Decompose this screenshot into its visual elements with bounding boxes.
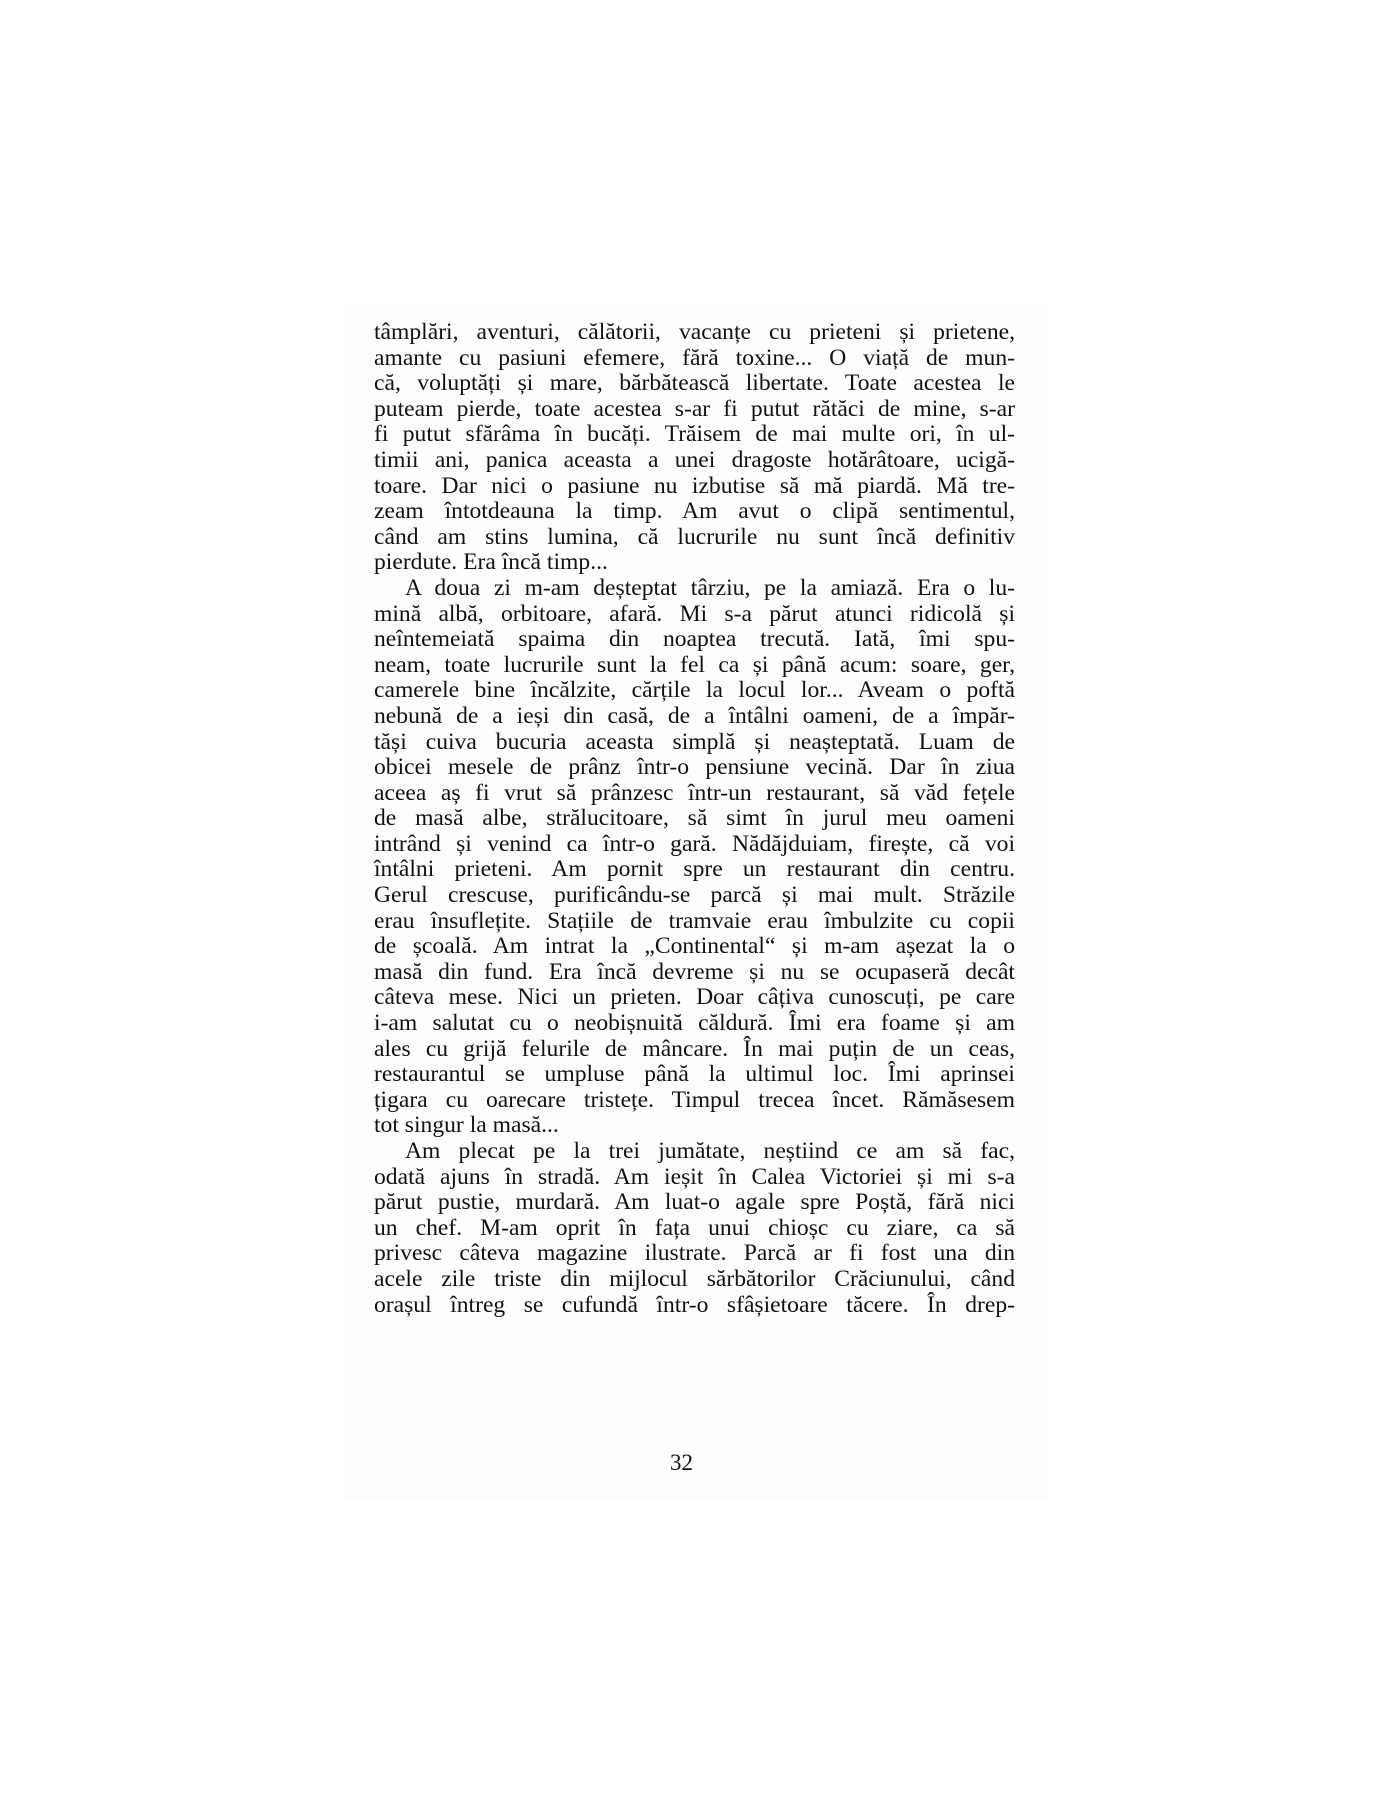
text-line: tâmplări, aventuri, călătorii, vacanțe cu prieteni și prietene, xyxy=(374,319,1015,345)
text-line: acele zile triste din mijlocul sărbătorilor Crăciunului, când xyxy=(374,1265,1015,1292)
text-line: de masă albe, strălucitoare, să simt în jurul meu oameni xyxy=(374,805,1015,832)
text-line: camerele bine încălzite, cărțile la locul lor... Aveam o poftă xyxy=(374,677,1015,704)
text-line: odată ajuns în stradă. Am ieșit în Calea Victoriei și mi s-a xyxy=(374,1163,1015,1190)
text-line: privesc câteva magazine ilustrate. Parcă ar fi fost una din xyxy=(374,1240,1015,1267)
text-line: toare. Dar nici o pasiune nu izbutise să mă piardă. Mă tre- xyxy=(374,472,1015,499)
text-line: pierdute. Era încă timp... xyxy=(374,549,608,576)
text-line: i-am salutat cu o neobișnuită căldură. Îmi era foame și am xyxy=(374,1010,1015,1037)
paragraph-3 xyxy=(374,1139,1015,1318)
text-line: când am stins lumina, că lucrurile nu sunt încă definitiv xyxy=(374,523,1015,550)
text-line: aceea aș fi vrut să prânzesc într-un restaurant, să văd fețele xyxy=(374,779,1015,806)
text-line: A doua zi m-am deșteptat târziu, pe la amiază. Era o lu- xyxy=(405,574,1015,601)
text-line: întâlni prieteni. Am pornit spre un restaurant din centru. xyxy=(374,856,1015,883)
text-line: nebună de a ieși din casă, de a întâlni oameni, de a împăr- xyxy=(374,702,1015,729)
text-line: fi putut sfărâma în bucăți. Trăisem de mai multe ori, în ul- xyxy=(374,421,1015,448)
text-line: intrând și venind ca într-o gară. Nădăjduiam, firește, că voi xyxy=(374,830,1015,857)
text-line: neîntemeiată spaima din noaptea trecută. Iată, îmi spu- xyxy=(374,626,1015,653)
text-line: erau însuflețite. Stațiile de tramvaie erau îmbulzite cu copii xyxy=(374,907,1015,934)
text-line: părut pustie, murdară. Am luat-o agale spre Poștă, fără nici xyxy=(374,1189,1015,1216)
text-line: câteva mese. Nici un prieten. Doar câțiva cunoscuți, pe care xyxy=(374,984,1015,1011)
text-line: de școală. Am intrat la „Continental“ și m-am așezat la o xyxy=(374,933,1015,960)
text-line: țigara cu oarecare tristețe. Timpul trecea încet. Rămăsesem xyxy=(374,1086,1015,1113)
text-line: că, voluptăți și mare, bărbătească libertate. Toate acestea le xyxy=(374,370,1015,397)
paragraph-2 xyxy=(374,576,1015,1139)
text-line: Am plecat pe la trei jumătate, neștiind ce am să fac, xyxy=(405,1138,1015,1164)
text-line: tăși cuiva bucuria aceasta simplă și neașteptată. Luam de xyxy=(374,728,1015,755)
text-line: amante cu pasiuni efemere, fără toxine... O viață de mun- xyxy=(374,344,1015,371)
text-line: obicei mesele de prânz într-o pensiune vecină. Dar în ziua xyxy=(374,754,1015,781)
paragraph-1 xyxy=(374,320,1015,576)
page-number: 32 xyxy=(670,1450,693,1475)
body-text xyxy=(374,320,1015,1318)
text-line: Gerul crescuse, purificându-se parcă și mai mult. Străzile xyxy=(374,882,1015,909)
text-line: puteam pierde, toate acestea s-ar fi putut rătăci de mine, s-ar xyxy=(374,395,1015,422)
text-line: tot singur la masă... xyxy=(374,1112,559,1139)
text-line: mină albă, orbitoare, afară. Mi s-a părut atunci ridicolă și xyxy=(374,600,1015,627)
text-line: orașul întreg se cufundă într-o sfâșietoare tăcere. În drep- xyxy=(374,1291,1015,1318)
text-line: ales cu grijă felurile de mâncare. În mai puțin de un ceas, xyxy=(374,1035,1015,1062)
text-line: un chef. M-am oprit în fața unui chioșc cu ziare, ca să xyxy=(374,1214,1015,1241)
text-line: masă din fund. Era încă devreme și nu se ocupaseră decât xyxy=(374,958,1015,985)
text-line: timii ani, panica aceasta a unei dragoste hotărâtoare, ucigă- xyxy=(374,446,1015,473)
text-line: zeam întotdeauna la timp. Am avut o clipă sentimentul, xyxy=(374,498,1015,525)
text-line: restaurantul se umpluse până la ultimul loc. Îmi aprinsei xyxy=(374,1061,1015,1088)
text-line: neam, toate lucrurile sunt la fel ca și până acum: soare, ger, xyxy=(374,651,1015,678)
